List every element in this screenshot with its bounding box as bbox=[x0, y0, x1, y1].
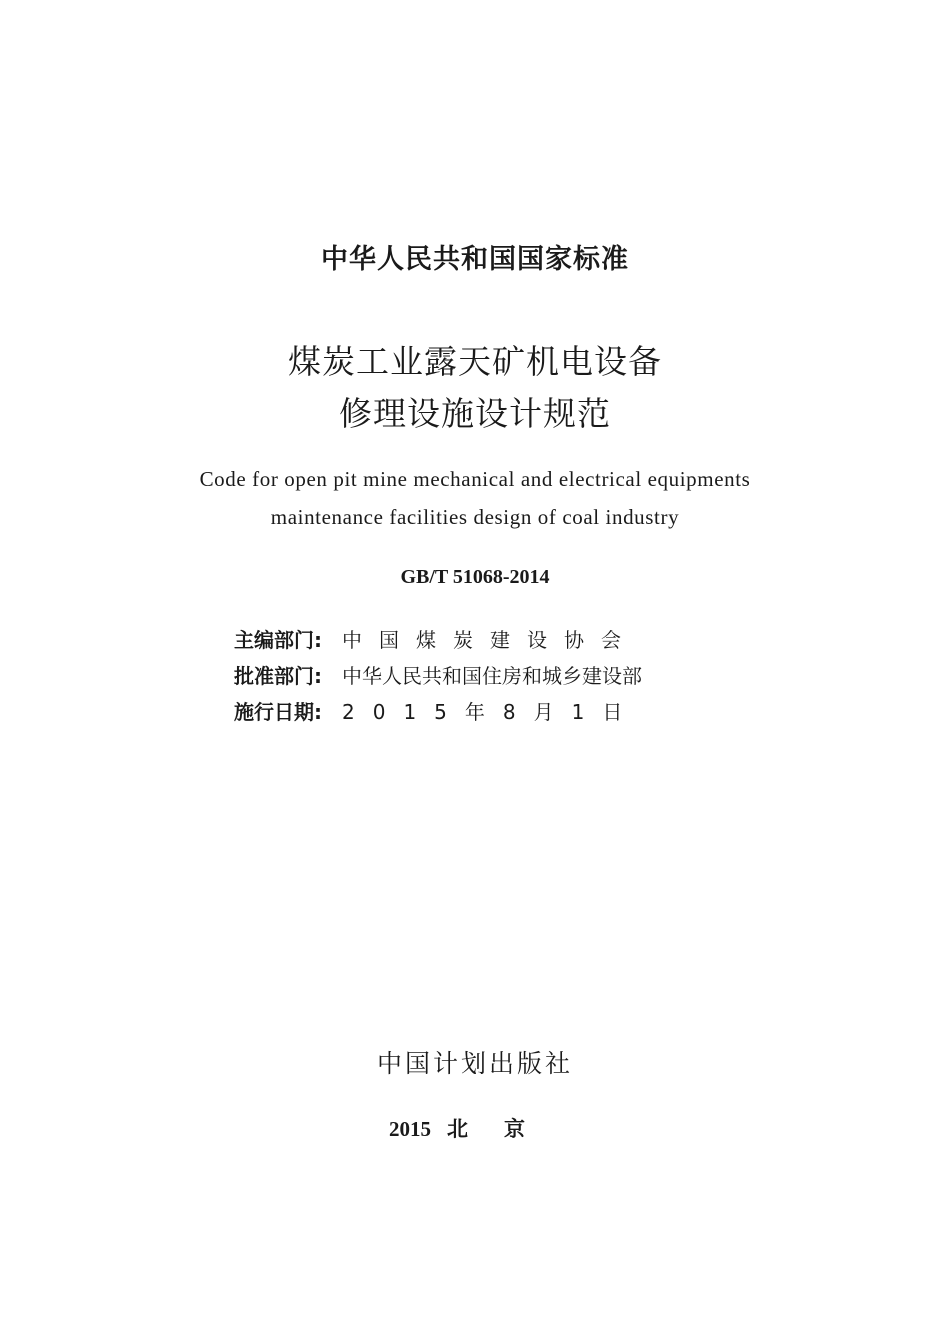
chinese-title bbox=[0, 336, 950, 440]
approver-row bbox=[234, 656, 714, 692]
approver-value: 中华人民共和国住房和城乡建设部 bbox=[342, 663, 642, 688]
english-title-line-1: Code for open pit mine mechanical and electrical equipments bbox=[199, 467, 751, 491]
editor-row bbox=[234, 620, 714, 656]
english-title bbox=[0, 460, 950, 536]
standard-code: GB/T 51068-2014 bbox=[400, 566, 550, 588]
approver-label: 批准部门: bbox=[234, 663, 322, 688]
standard-series: 中华人民共和国国家标准 bbox=[321, 244, 629, 275]
publication-meta bbox=[234, 620, 714, 728]
effective-date-label: 施行日期: bbox=[234, 699, 322, 724]
publisher: 中国计划出版社 bbox=[376, 1049, 573, 1078]
effective-date-row bbox=[234, 692, 714, 728]
english-title-line-2: maintenance facilities design of coal industry bbox=[270, 505, 680, 529]
publication-year: 2015 bbox=[389, 1117, 431, 1141]
editor-label: 主编部门: bbox=[234, 627, 322, 652]
publication-city: 北京 bbox=[447, 1117, 561, 1141]
chinese-title-line-2: 修理设施设计规范 bbox=[339, 394, 611, 433]
publication-place bbox=[0, 1112, 950, 1146]
effective-date-value: 2015年8月1日 bbox=[342, 699, 641, 724]
chinese-title-line-1: 煤炭工业露天矿机电设备 bbox=[288, 342, 662, 381]
editor-value: 中国煤炭建设协会 bbox=[342, 627, 638, 652]
